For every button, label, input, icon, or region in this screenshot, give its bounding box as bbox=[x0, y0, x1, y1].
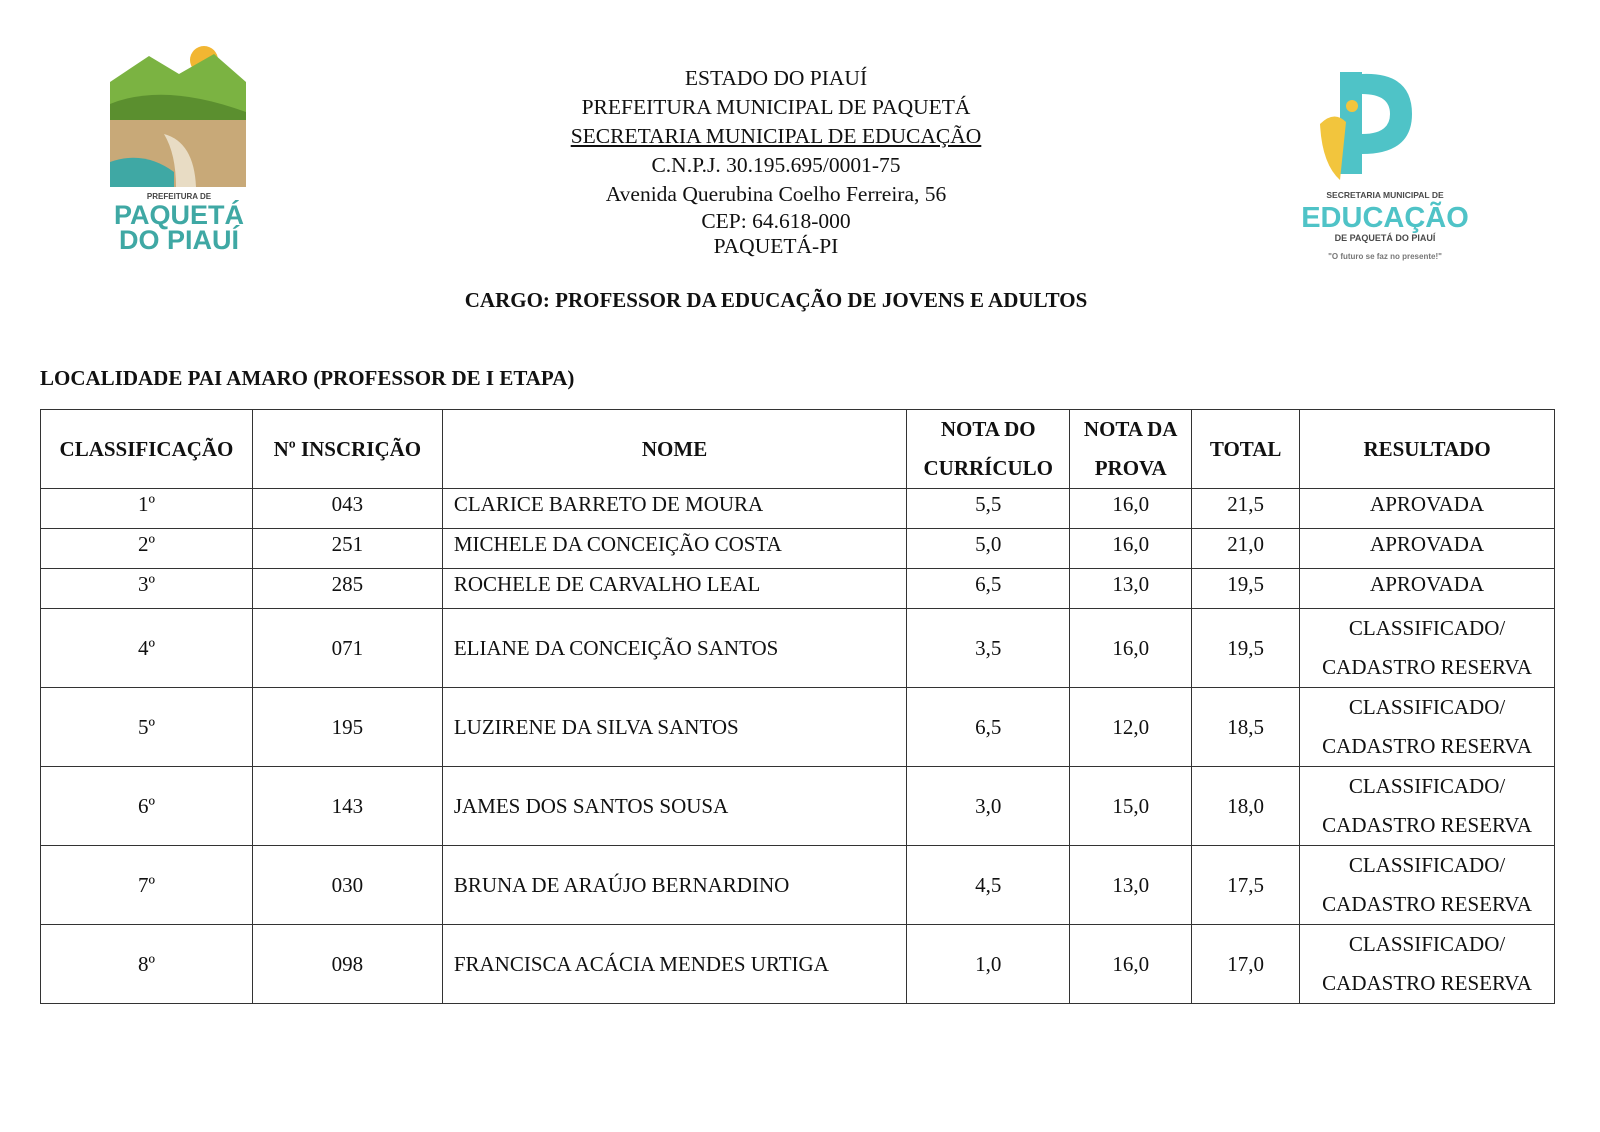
secretaria-logo bbox=[1300, 62, 1470, 272]
cell-total: 19,5 bbox=[1192, 609, 1300, 688]
cell-resultado: CLASSIFICADO/ CADASTRO RESERVA bbox=[1300, 767, 1555, 846]
cell-nota-curriculo: 1,0 bbox=[907, 925, 1070, 1004]
header-secretaria: SECRETARIA MUNICIPAL DE EDUCAÇÃO bbox=[570, 124, 982, 148]
document-header bbox=[440, 64, 1112, 259]
secretaria-logo-graphic bbox=[1300, 62, 1470, 272]
header-resultado: RESULTADO bbox=[1300, 410, 1555, 489]
cell-total: 19,5 bbox=[1192, 569, 1300, 609]
cell-nota-curriculo: 3,0 bbox=[907, 767, 1070, 846]
cell-total: 17,5 bbox=[1192, 846, 1300, 925]
cell-classificacao: 4º bbox=[41, 609, 253, 688]
header-total: TOTAL bbox=[1192, 410, 1300, 489]
cell-classificacao: 6º bbox=[41, 767, 253, 846]
table-row bbox=[41, 529, 1555, 569]
cell-nome: CLARICE BARRETO DE MOURA bbox=[442, 489, 906, 529]
cell-total: 18,5 bbox=[1192, 688, 1300, 767]
cell-total: 18,0 bbox=[1192, 767, 1300, 846]
cell-nota-prova: 12,0 bbox=[1070, 688, 1192, 767]
cell-resultado: APROVADA bbox=[1300, 569, 1555, 609]
table-row bbox=[41, 609, 1555, 688]
cell-resultado: CLASSIFICADO/ CADASTRO RESERVA bbox=[1300, 925, 1555, 1004]
secretaria-logo-line2: DE PAQUETÁ DO PIAUÍ bbox=[1334, 233, 1436, 243]
table-row bbox=[41, 489, 1555, 529]
secretaria-logo-slogan: "O futuro se faz no presente!" bbox=[1328, 252, 1442, 261]
cell-nota-curriculo: 6,5 bbox=[907, 569, 1070, 609]
prefeitura-logo-line2: DO PIAUÍ bbox=[118, 225, 240, 255]
cell-resultado: CLASSIFICADO/ CADASTRO RESERVA bbox=[1300, 609, 1555, 688]
header-cnpj: C.N.P.J. 30.195.695/0001-75 bbox=[651, 153, 901, 177]
prefeitura-logo bbox=[104, 42, 254, 267]
cell-resultado: APROVADA bbox=[1300, 489, 1555, 529]
cell-nome: JAMES DOS SANTOS SOUSA bbox=[442, 767, 906, 846]
header-prefeitura: PREFEITURA MUNICIPAL DE PAQUETÁ bbox=[581, 95, 971, 119]
table-header-row bbox=[41, 410, 1555, 489]
cell-classificacao: 1º bbox=[41, 489, 253, 529]
cell-nota-prova: 16,0 bbox=[1070, 609, 1192, 688]
cell-nota-curriculo: 3,5 bbox=[907, 609, 1070, 688]
results-table bbox=[40, 409, 1555, 1004]
header-nome: NOME bbox=[442, 410, 906, 489]
header-cep: CEP: 64.618-000 bbox=[701, 209, 851, 233]
table-row bbox=[41, 688, 1555, 767]
cell-total: 21,0 bbox=[1192, 529, 1300, 569]
cell-inscricao: 030 bbox=[252, 846, 442, 925]
prefeitura-logo-toptext: PREFEITURA DE bbox=[146, 192, 212, 201]
header-nota-prova: NOTA DA PROVA bbox=[1070, 410, 1192, 489]
table-row bbox=[41, 925, 1555, 1004]
cell-nota-prova: 13,0 bbox=[1070, 846, 1192, 925]
cell-nome: ROCHELE DE CARVALHO LEAL bbox=[442, 569, 906, 609]
cell-nota-prova: 16,0 bbox=[1070, 489, 1192, 529]
cell-classificacao: 8º bbox=[41, 925, 253, 1004]
cell-classificacao: 2º bbox=[41, 529, 253, 569]
cargo-title: CARGO: PROFESSOR DA EDUCAÇÃO DE JOVENS E ADULTOS bbox=[464, 288, 1088, 312]
localidade-title: LOCALIDADE PAI AMARO (PROFESSOR DE I ETAPA) bbox=[40, 366, 575, 390]
cell-nome: BRUNA DE ARAÚJO BERNARDINO bbox=[442, 846, 906, 925]
cell-resultado: CLASSIFICADO/ CADASTRO RESERVA bbox=[1300, 846, 1555, 925]
cell-nota-curriculo: 5,0 bbox=[907, 529, 1070, 569]
cell-inscricao: 285 bbox=[252, 569, 442, 609]
cell-nota-curriculo: 5,5 bbox=[907, 489, 1070, 529]
cell-nota-curriculo: 4,5 bbox=[907, 846, 1070, 925]
cell-resultado: CLASSIFICADO/ CADASTRO RESERVA bbox=[1300, 688, 1555, 767]
cell-nota-prova: 15,0 bbox=[1070, 767, 1192, 846]
cell-inscricao: 043 bbox=[252, 489, 442, 529]
cell-inscricao: 098 bbox=[252, 925, 442, 1004]
cell-total: 17,0 bbox=[1192, 925, 1300, 1004]
header-endereco: Avenida Querubina Coelho Ferreira, 56 bbox=[605, 182, 947, 206]
cell-classificacao: 7º bbox=[41, 846, 253, 925]
header-estado: ESTADO DO PIAUÍ bbox=[684, 66, 868, 90]
secretaria-logo-toptext: SECRETARIA MUNICIPAL DE bbox=[1326, 190, 1444, 200]
cell-nome: FRANCISCA ACÁCIA MENDES URTIGA bbox=[442, 925, 906, 1004]
cell-resultado: APROVADA bbox=[1300, 529, 1555, 569]
header-cidade: PAQUETÁ-PI bbox=[713, 234, 839, 258]
secretaria-logo-line1: EDUCAÇÃO bbox=[1301, 202, 1469, 234]
cell-inscricao: 071 bbox=[252, 609, 442, 688]
table-row bbox=[41, 569, 1555, 609]
cell-classificacao: 5º bbox=[41, 688, 253, 767]
header-inscricao: Nº INSCRIÇÃO bbox=[252, 410, 442, 489]
cell-nota-prova: 13,0 bbox=[1070, 569, 1192, 609]
cell-inscricao: 251 bbox=[252, 529, 442, 569]
cell-nota-prova: 16,0 bbox=[1070, 529, 1192, 569]
prefeitura-logo-graphic bbox=[104, 42, 254, 267]
cell-nome: ELIANE DA CONCEIÇÃO SANTOS bbox=[442, 609, 906, 688]
header-classificacao: CLASSIFICAÇÃO bbox=[41, 410, 253, 489]
table-row bbox=[41, 846, 1555, 925]
cell-nota-prova: 16,0 bbox=[1070, 925, 1192, 1004]
cell-nota-curriculo: 6,5 bbox=[907, 688, 1070, 767]
cell-nome: LUZIRENE DA SILVA SANTOS bbox=[442, 688, 906, 767]
prefeitura-logo-line1: PAQUETÁ bbox=[113, 200, 245, 230]
cell-total: 21,5 bbox=[1192, 489, 1300, 529]
cell-classificacao: 3º bbox=[41, 569, 253, 609]
cell-inscricao: 195 bbox=[252, 688, 442, 767]
table-row bbox=[41, 767, 1555, 846]
cell-nome: MICHELE DA CONCEIÇÃO COSTA bbox=[442, 529, 906, 569]
header-nota-curriculo: NOTA DO CURRÍCULO bbox=[907, 410, 1070, 489]
cell-inscricao: 143 bbox=[252, 767, 442, 846]
